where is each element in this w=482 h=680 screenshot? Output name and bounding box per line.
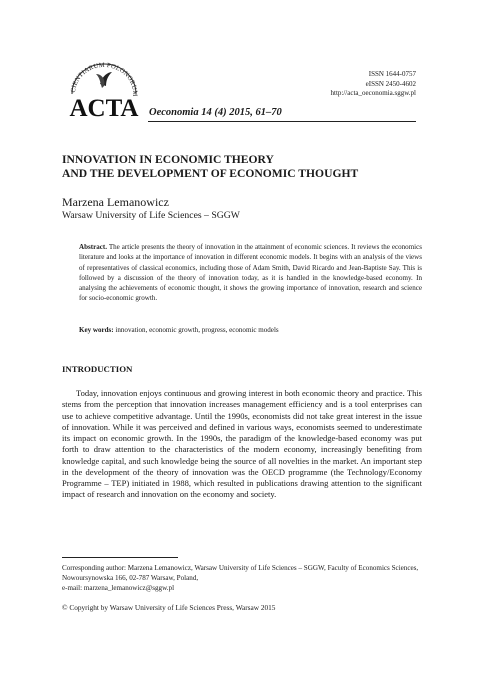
footnote-email: e-mail: marzena_lemanowicz@sggw.pl: [62, 584, 175, 593]
copyright-notice: © Copyright by Warsaw University of Life Sciences Press, Warsaw 2015: [62, 603, 276, 612]
author-name: Marzena Lemanowicz: [62, 195, 169, 209]
keywords-label: Key words:: [79, 326, 114, 334]
author-affiliation: Warsaw University of Life Sciences – SGGW: [62, 210, 240, 221]
keywords: [79, 325, 422, 335]
issn: ISSN 1644-0757: [368, 70, 416, 78]
acta-logo-graphic: [62, 58, 146, 122]
leaf-icon: [96, 74, 105, 88]
article-title: INNOVATION IN ECONOMIC THEORY AND THE DEVELOPMENT OF ECONOMIC THOUGHT: [62, 153, 359, 180]
intro-paragraph: Today, innovation enjoys continuous and growing interest in both economic theory and practice. This stems from the perception that innovation increases management efficiency and is a tool enterprises can use to achieve competitive advantage. Until the 1990s, economists did not take great interest in the issue of innovation. While it was perceived and defined in various ways, economists seemed to underestimate its impact on economic growth. In the 1990s, the paradigm of the knowledge-based economy was put forth to draw attention to the characteristics of the modern economy, increasingly benefiting from knowledge capital, and such knowledge being the source of all novelties in the market. An important step in the development of the theory of innovation was the OECD programme (the Technology/Economy Programme – TEP) initiated in 1988, which resulted in publications drawing attention to the significant impact of research and innovation on the economy and society.: [62, 388, 422, 500]
abstract-text: The article presents the theory of innovation in the attainment of economic sciences. It reviews the economics literature and looks at the importance of innovation in different economic models. It begins with an analysis of the views of representatives of classical economics, including those of Adam Smith, David Ricardo and Jean-Baptiste Say. This is followed by a discussion of the theory of innovation today, as it is handled in the knowledge-based economy. In analysing the achievements of economic thought, it shows the growing importance of innovation, research and science for socio-economic growth.: [79, 243, 423, 303]
journal-citation: Oeconomia 14 (4) 2015, 61–70: [149, 107, 282, 118]
journal-url[interactable]: http://acta_oeconomia.sggw.pl: [330, 89, 416, 97]
header-rule: [148, 121, 416, 122]
section-heading: INTRODUCTION: [62, 364, 133, 374]
abstract: [79, 242, 422, 304]
acta-logo: [62, 58, 146, 122]
logo-wordmark: ACTA: [69, 95, 139, 122]
issn-block: [331, 70, 416, 99]
logo-ring-text: CIENTIARUM POLONORUM: [69, 61, 139, 97]
keywords-text: innovation, economic growth, progress, economic models: [115, 326, 279, 334]
abstract-label: Abstract.: [79, 243, 107, 251]
footnote-address: Corresponding author: Marzena Lemanowicz, Warsaw University of Life Sciences – SGGW, Faculty of Economics Sciences, Nowoursynowska 166, 02-787 Warsaw, Poland,: [62, 564, 419, 583]
eissn: eISSN 2450-4602: [365, 79, 416, 88]
corresponding-author-note: [62, 563, 422, 593]
footnote-rule: [62, 557, 178, 558]
